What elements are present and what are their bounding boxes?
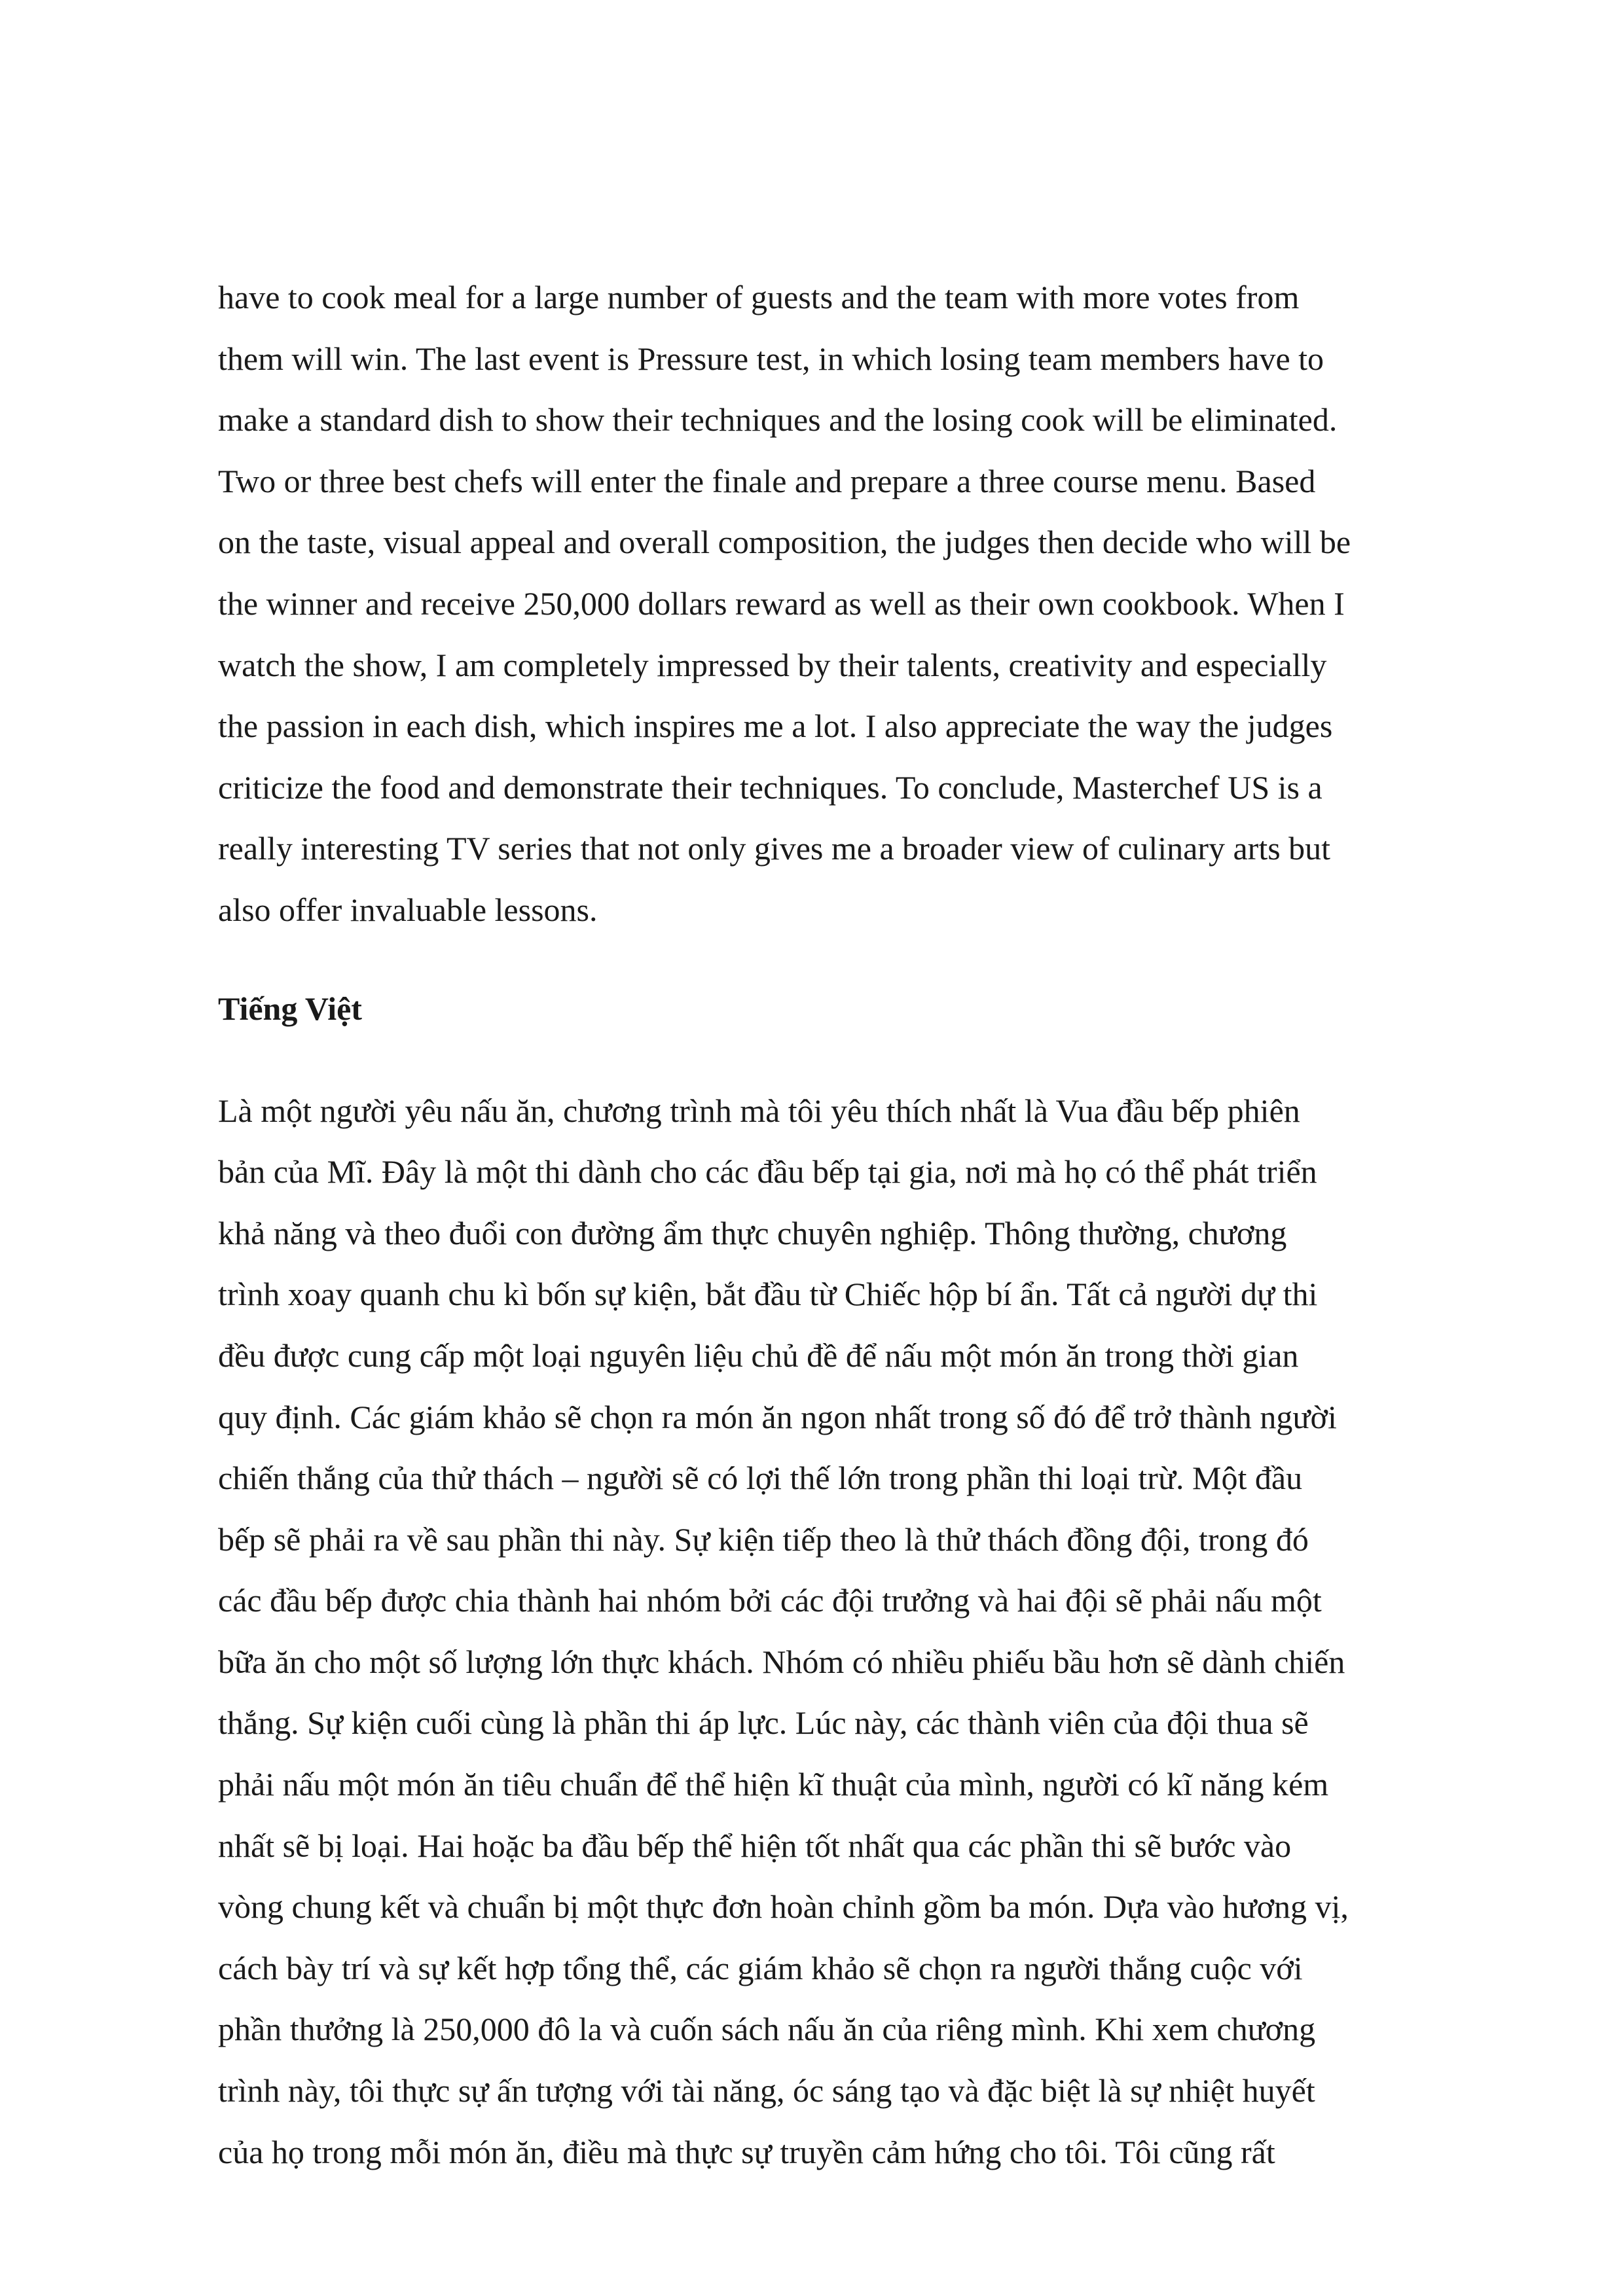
paragraph-line: on the taste, visual appeal and overall composition, the judges then decide who will be xyxy=(218,524,1351,561)
page-content xyxy=(218,267,1462,2183)
paragraph-line: phải nấu một món ăn tiêu chuẩn để thể hiện kĩ thuật của mình, người có kĩ năng kém xyxy=(218,1766,1329,1803)
paragraph-line: the passion in each dish, which inspires me a lot. I also appreciate the way the judges xyxy=(218,708,1333,745)
paragraph-line: đều được cung cấp một loại nguyên liệu chủ đề để nấu một món ăn trong thời gian xyxy=(218,1336,1299,1374)
paragraph-line: them will win. The last event is Pressure test, in which losing team members have to xyxy=(218,340,1324,377)
paragraph-line: khả năng và theo đuổi con đường ẩm thực chuyên nghiệp. Thông thường, chương xyxy=(218,1214,1287,1251)
paragraph-line: nhất sẽ bị loại. Hai hoặc ba đầu bếp thể hiện tốt nhất qua các phần thi sẽ bước vào xyxy=(218,1827,1292,1864)
vietnamese-paragraph xyxy=(218,1081,1462,2183)
paragraph-line: criticize the food and demonstrate their techniques. To conclude, Masterchef US is a xyxy=(218,768,1322,806)
paragraph-line: phần thưởng là 250,000 đô la và cuốn sách nấu ăn của riêng mình. Khi xem chương xyxy=(218,2011,1316,2048)
paragraph-line: really interesting TV series that not only gives me a broader view of culinary arts but xyxy=(218,830,1331,867)
paragraph-line: Là một người yêu nấu ăn, chương trình mà tôi yêu thích nhất là Vua đầu bếp phiên xyxy=(218,1092,1300,1129)
paragraph-line: trình này, tôi thực sự ấn tượng với tài năng, óc sáng tạo và đặc biệt là sự nhiệt huyết xyxy=(218,2072,1315,2109)
paragraph-line: chiến thắng của thử thách – người sẽ có lợi thế lớn trong phần thi loại trừ. Một đầu xyxy=(218,1460,1303,1497)
section-heading: Tiếng Việt xyxy=(218,990,362,1027)
paragraph-line: Two or three best chefs will enter the finale and prepare a three course menu. Based xyxy=(218,462,1316,499)
paragraph-line: bản của Mĩ. Đây là một thi dành cho các đầu bếp tại gia, nơi mà họ có thể phát triển xyxy=(218,1153,1317,1191)
paragraph-line: also offer invaluable lessons. xyxy=(218,891,598,928)
paragraph-line: các đầu bếp được chia thành hai nhóm bởi các đội trưởng và hai đội sẽ phải nấu một xyxy=(218,1582,1322,1619)
paragraph-line: watch the show, I am completely impressed by their talents, creativity and especially xyxy=(218,646,1327,683)
paragraph-line: thắng. Sự kiện cuối cùng là phần thi áp lực. Lúc này, các thành viên của đội thua sẽ xyxy=(218,1704,1309,1742)
paragraph-line: have to cook meal for a large number of guests and the team with more votes from xyxy=(218,279,1300,315)
paragraph-line: quy định. Các giám khảo sẽ chọn ra món ăn ngon nhất trong số đó để trở thành người xyxy=(218,1398,1337,1435)
section-heading-wrapper xyxy=(218,989,1462,1028)
paragraph-line: make a standard dish to show their techniques and the losing cook will be eliminated. xyxy=(218,401,1338,439)
paragraph-line: bếp sẽ phải ra về sau phần thi này. Sự kiện tiếp theo là thử thách đồng đội, trong đó xyxy=(218,1520,1309,1558)
paragraph-line: bữa ăn cho một số lượng lớn thực khách. Nhóm có nhiều phiếu bầu hơn sẽ dành chiến xyxy=(218,1643,1345,1680)
paragraph-line: cách bày trí và sự kết hợp tổng thể, các giám khảo sẽ chọn ra người thắng cuộc với xyxy=(218,1949,1303,1986)
english-paragraph xyxy=(218,267,1462,941)
paragraph-line: the winner and receive 250,000 dollars reward as well as their own cookbook. When I xyxy=(218,584,1345,622)
paragraph-line: trình xoay quanh chu kì bốn sự kiện, bắt đầu từ Chiếc hộp bí ẩn. Tất cả người dự thi xyxy=(218,1276,1318,1313)
paragraph-line: của họ trong mỗi món ăn, điều mà thực sự truyền cảm hứng cho tôi. Tôi cũng rất xyxy=(218,2133,1275,2170)
paragraph-line: vòng chung kết và chuẩn bị một thực đơn hoàn chỉnh gồm ba món. Dựa vào hương vị, xyxy=(218,1888,1349,1926)
